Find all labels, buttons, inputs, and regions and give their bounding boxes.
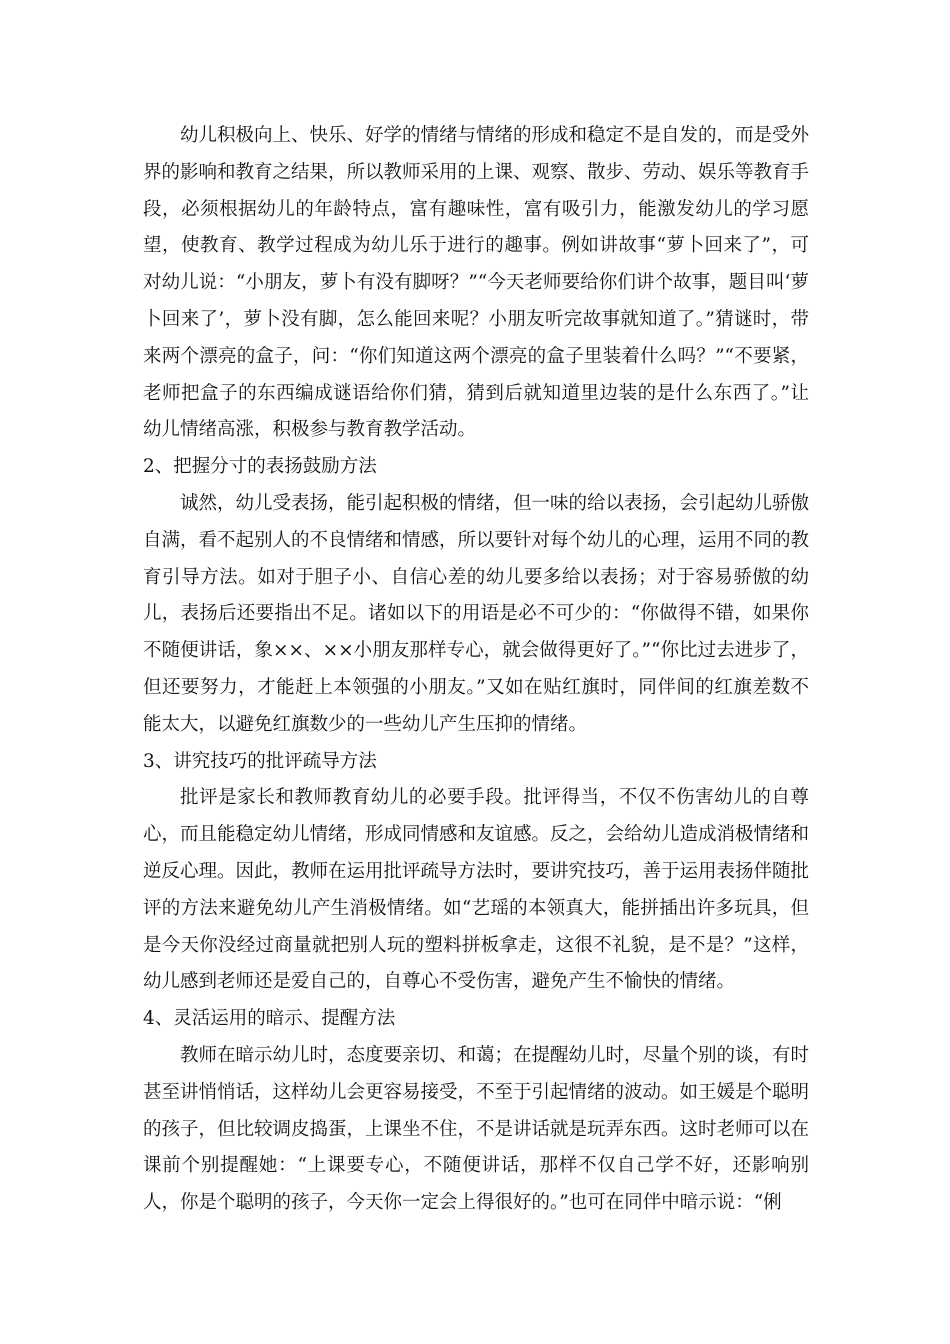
paragraph-praise: 诚然，幼儿受表扬，能引起积极的情绪，但一味的给以表扬，会引起幼儿骄傲自满，看不起别人的不良情绪和情感，所以要针对每个幼儿的心理，运用不同的教育引导方法。如对于胆子小、自信心差的幼儿要多给以表扬；对于容易骄傲的幼儿，表扬后还要指出不足。诸如以下的用语是必不可少的：“你做得不错，如果你不随便讲话，象××、××小朋友那样专心，就会做得更好了。”“你比过去进步了，但还要努力，才能赶上本领强的小朋友。”又如在贴红旗时，同伴间的红旗差数不能太大，以避免红旗数少的一些幼儿产生压抑的情绪。 [143,492,810,735]
paragraph-hint: 教师在暗示幼儿时，态度要亲切、和蔼；在提醒幼儿时，尽量个别的谈，有时甚至讲悄悄话，这样幼儿会更容易接受，不至于引起情绪的波动。如王媛是个聪明的孩子，但比较调皮捣蛋，上课坐不住，不是讲话就是玩弄东西。这时老师可以在课前个别提醒她：“上课要专心，不随便讲话，那样不仅自己学不好，还影响别人，你是个聪明的孩子，今天你一定会上得很好的。”也可在同伴中暗示说：“俐 [143,1044,810,1214]
section-heading-2: 2、把握分寸的表扬鼓励方法 [143,456,377,478]
section-heading-4: 4、灵活运用的暗示、提醒方法 [143,1008,396,1030]
document-page [143,118,809,1222]
paragraph-criticism: 批评是家长和教师教育幼儿的必要手段。批评得当，不仅不伤害幼儿的自尊心，而且能稳定幼儿情绪，形成同情感和友谊感。反之，会给幼儿造成消极情绪和逆反心理。因此，教师在运用批评疏导方法时，要讲究技巧，善于运用表扬伴随批评的方法来避免幼儿产生消极情绪。如“艺瑶的本领真大，能拼插出许多玩具，但是今天你没经过商量就把别人玩的塑料拼板拿走，这很不礼貌，是不是？”这样，幼儿感到老师还是爱自己的，自尊心不受伤害，避免产生不愉快的情绪。 [143,787,810,993]
paragraph-intro: 幼儿积极向上、快乐、好学的情绪与情绪的形成和稳定不是自发的，而是受外界的影响和教育之结果，所以教师采用的上课、观察、散步、劳动、娱乐等教育手段，必须根据幼儿的年龄特点，富有趣味性，富有吸引力，能激发幼儿的学习愿望，使教育、教学过程成为幼儿乐于进行的趣事。例如讲故事“萝卜回来了”，可对幼儿说：“小朋友，萝卜有没有脚呀？”“今天老师要给你们讲个故事，题目叫‘萝卜回来了’，萝卜没有脚，怎么能回来呢？小朋友听完故事就知道了。”猜谜时，带来两个漂亮的盒子，问：“你们知道这两个漂亮的盒子里装着什么吗？”“不要紧，老师把盒子的东西编成谜语给你们猜，猜到后就知道里边装的是什么东西了。”让幼儿情绪高涨，积极参与教育教学活动。 [143,125,810,441]
section-heading-3: 3、讲究技巧的批评疏导方法 [143,750,377,772]
